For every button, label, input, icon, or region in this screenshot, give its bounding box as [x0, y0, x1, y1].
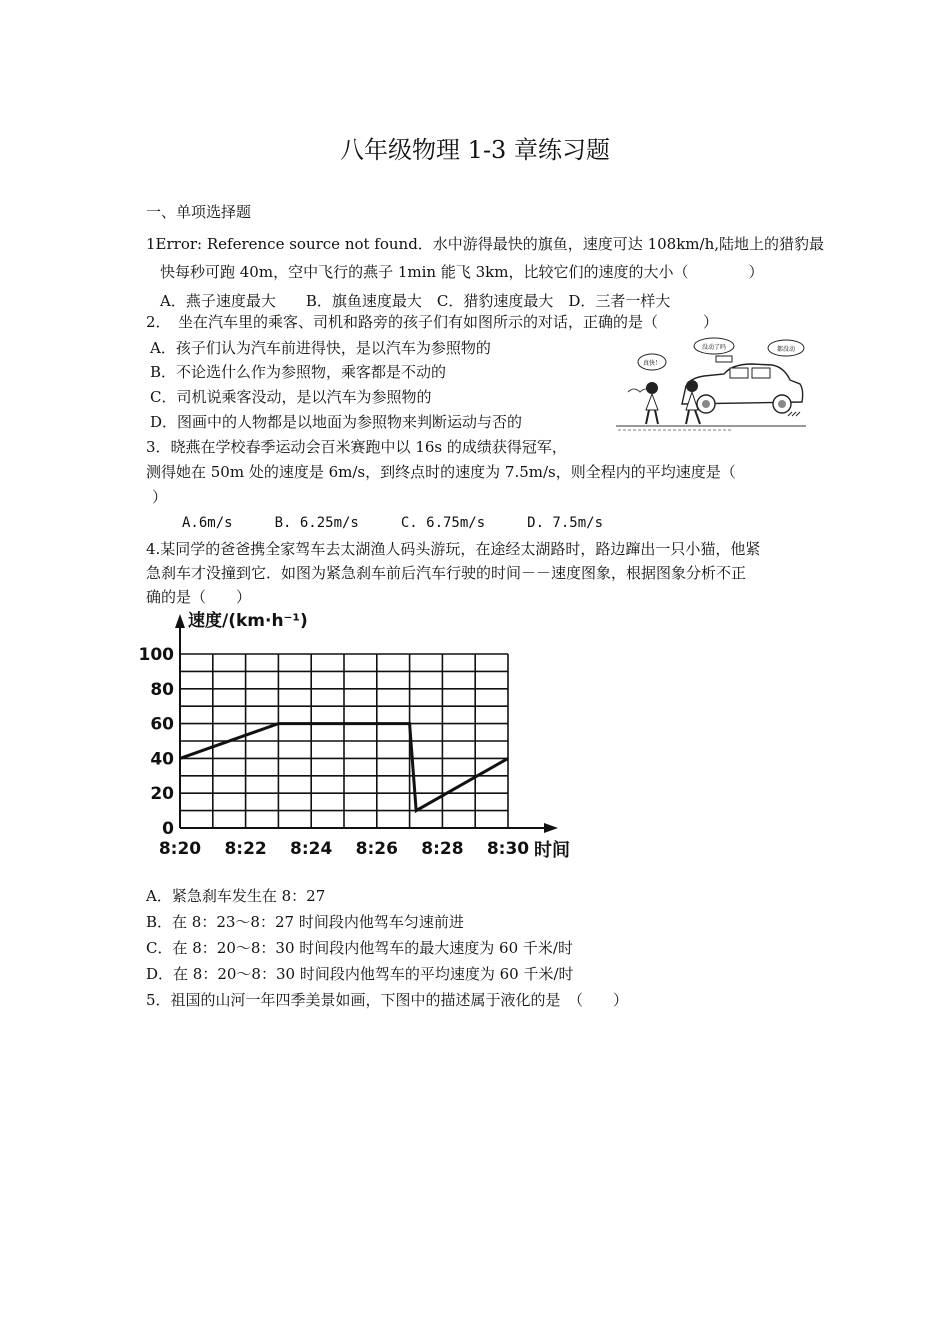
q3-stem-line1: 3．晓燕在学校春季运动会百米赛跑中以 16s 的成绩获得冠军， — [146, 438, 567, 456]
q4-stem-line1: 4.某同学的爸爸携全家驾车去太湖渔人码头游玩，在途经太湖路时，路边蹿出一只小猫，他紧 — [146, 540, 761, 558]
speed-time-chart — [138, 606, 588, 868]
q2-option-b: B．不论选什么作为参照物，乘客都是不动的 — [150, 363, 447, 381]
page-title: 八年级物理 1-3 章练习题 — [340, 136, 610, 164]
x-tick-label: 8:20 — [158, 839, 202, 859]
q4-option-b: B．在 8：23～8：27 时间段内他驾车匀速前进 — [146, 913, 464, 931]
q3-stem-line2: 测得她在 50m 处的速度是 6m/s，到终点时的速度为 7.5m/s，则全程内的平均速度是（ — [146, 463, 736, 481]
q4-stem-line2: 急刹车才没撞到它．如图为紧急刹车前后汽车行驶的时间－－速度图象，根据图象分析不正 — [146, 564, 747, 582]
x-tick-label: 8:26 — [355, 839, 398, 859]
q1-stem-line1: 1Error: Reference source not found．水中游得最快的旗鱼，速度可达 108km/h,陆地上的猎豹最 — [146, 235, 825, 253]
q4-option-c: C．在 8：20～8：30 时间段内他驾车的最大速度为 60 千米/时 — [146, 939, 573, 957]
y-tick-label: 60 — [150, 714, 174, 735]
section-heading: 一、单项选择题 — [146, 203, 252, 221]
q5-stem: 5．祖国的山河一年四季美景如画，下图中的描述属于液化的是 （ ） — [146, 991, 629, 1009]
x-axis-label: 时间 — [534, 840, 570, 861]
x-tick-label: 8:22 — [224, 839, 267, 859]
y-tick-label: 40 — [150, 749, 174, 770]
y-axis-arrow — [175, 614, 185, 628]
q4-option-d: D．在 8：20～8：30 时间段内他驾车的平均速度为 60 千米/时 — [146, 965, 574, 983]
y-tick-label: 80 — [150, 679, 174, 700]
bubble-1: 真快！ — [642, 360, 662, 367]
q2-option-d: D．图画中的人物都是以地面为参照物来判断运动与否的 — [150, 413, 523, 431]
q1-stem-line2: 快每秒可跑 40m，空中飞行的燕子 1min 能飞 3km，比较它们的速度的大小（ ） — [160, 263, 764, 281]
x-tick-label: 8:30 — [486, 839, 530, 859]
q3-options: A.6m/s B. 6.25m/s C. 6.75m/s D. 7.5m/s — [182, 515, 604, 531]
q4-stem-line3: 确的是（ ） — [146, 588, 252, 606]
y-tick-label: 0 — [162, 819, 174, 839]
y-tick-label: 20 — [150, 784, 174, 805]
q3-stem-line3: ） — [152, 488, 168, 506]
x-tick-label: 8:24 — [290, 839, 333, 859]
x-tick-label: 8:28 — [421, 839, 464, 859]
x-axis-arrow — [544, 823, 558, 833]
q4-option-a: A．紧急刹车发生在 8：27 — [146, 887, 326, 905]
y-tick-label: 100 — [138, 645, 174, 665]
q2-stem: 2． 坐在汽车里的乘客、司机和路旁的孩子们有如图所示的对话，正确的是（ ） — [146, 313, 719, 331]
q1-options: A．燕子速度最大 B．旗鱼速度最大 C．猎豹速度最大 D．三者一样大 — [160, 292, 671, 310]
q2-option-c: C．司机说乘客没动，是以汽车为参照物的 — [150, 388, 432, 406]
bubble-2: 没动了吗 — [701, 344, 727, 351]
q2-option-a: A．孩子们认为汽车前进得快，是以汽车为参照物的 — [150, 339, 491, 357]
car-children-illustration — [612, 334, 808, 434]
bubble-3: 都没动 — [776, 346, 796, 353]
y-axis-label: 速度/(km·h⁻¹) — [188, 611, 308, 631]
